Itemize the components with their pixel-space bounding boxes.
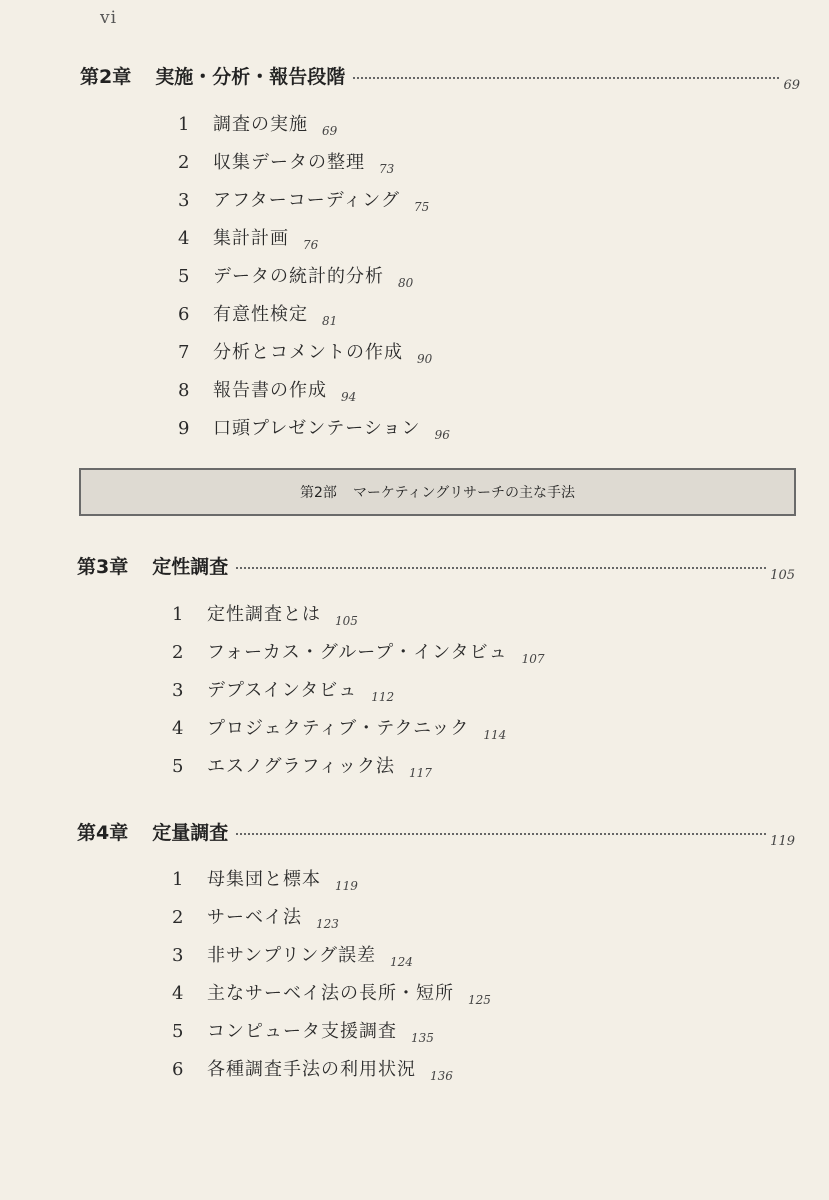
chapter-heading [80, 62, 800, 93]
section-number: 2 [178, 152, 190, 173]
section-page: 117 [409, 766, 432, 780]
chapter-title: 定性調査 [152, 556, 229, 578]
section-title: 有意性検定 [213, 304, 308, 325]
list-item [178, 376, 450, 414]
list-item [172, 903, 491, 941]
section-number: 3 [178, 190, 190, 211]
list-item [178, 110, 450, 148]
list-item [172, 600, 545, 638]
chapter-number: 第2章 [80, 66, 132, 88]
section-page: 125 [468, 993, 491, 1007]
section-number: 5 [178, 266, 190, 287]
chapter-heading [77, 552, 795, 583]
list-item [172, 865, 491, 903]
section-number: 4 [172, 718, 184, 739]
section-title: エスノグラフィック法 [207, 756, 396, 777]
section-number: 3 [172, 945, 184, 966]
section-title: 定性調査とは [207, 604, 321, 625]
list-item [172, 714, 545, 752]
section-page: 124 [390, 955, 413, 969]
list-item [172, 1055, 491, 1093]
section-title: 母集団と標本 [207, 869, 321, 890]
list-item [178, 186, 450, 224]
chapter-title: 定量調査 [152, 822, 229, 844]
list-item [172, 638, 545, 676]
section-page: 90 [417, 352, 433, 366]
section-page: 114 [483, 728, 507, 742]
section-number: 4 [172, 983, 184, 1004]
list-item [178, 300, 450, 338]
section-page: 76 [303, 238, 319, 252]
section-page: 73 [379, 162, 395, 176]
list-item [172, 1017, 491, 1055]
section-page: 75 [413, 200, 430, 214]
section-title: 集計計画 [213, 228, 289, 249]
leader-dots [236, 833, 766, 835]
section-title: 非サンプリング誤差 [207, 945, 377, 966]
chapter-heading [77, 818, 795, 849]
list-item [178, 224, 450, 262]
section-number: 2 [172, 642, 184, 663]
section-title: 主なサーベイ法の長所・短所 [207, 983, 454, 1004]
section-page: 94 [341, 390, 357, 404]
section-number: 6 [172, 1059, 184, 1080]
chapter-page: 119 [770, 834, 795, 849]
section-title: 各種調査手法の利用状況 [207, 1059, 416, 1080]
list-item [172, 941, 491, 979]
page-number: vi [100, 8, 118, 28]
section-title: フォーカス・グループ・インタビュ [207, 642, 508, 663]
leader-dots [353, 77, 779, 79]
part-title: マーケティングリサーチの主な手法 [352, 485, 575, 501]
section-title: 報告書の作成 [213, 380, 327, 401]
section-title: プロジェクティブ・テクニック [207, 718, 470, 739]
section-page: 123 [316, 917, 339, 931]
list-item [172, 979, 491, 1017]
section-list [172, 865, 491, 1093]
section-title: デプスインタビュ [207, 680, 358, 701]
section-number: 6 [178, 304, 190, 325]
section-number: 1 [172, 869, 184, 890]
list-item [178, 338, 450, 376]
section-page: 135 [411, 1031, 434, 1045]
leader-dots [236, 567, 766, 569]
section-number: 9 [178, 418, 190, 439]
section-page: 107 [521, 652, 545, 666]
chapter-page: 69 [783, 78, 800, 93]
section-number: 8 [178, 380, 190, 401]
list-item [172, 676, 545, 714]
section-page: 80 [398, 276, 414, 290]
section-number: 2 [172, 907, 184, 928]
section-number: 5 [172, 756, 184, 777]
section-number: 5 [172, 1021, 184, 1042]
section-title: 収集データの整理 [213, 152, 365, 173]
section-page: 96 [434, 428, 450, 442]
list-item [178, 148, 450, 186]
section-title: 調査の実施 [213, 114, 308, 135]
chapter-number: 第3章 [77, 556, 129, 578]
section-number: 4 [178, 228, 190, 249]
part-banner [79, 468, 796, 516]
section-page: 81 [322, 314, 338, 328]
section-list [178, 110, 450, 452]
section-number: 7 [178, 342, 190, 363]
chapter-title: 実施・分析・報告段階 [155, 66, 346, 88]
section-number: 1 [178, 114, 190, 135]
section-page: 112 [371, 690, 395, 704]
section-title: データの統計的分析 [213, 266, 384, 287]
section-number: 3 [172, 680, 184, 701]
section-page: 105 [335, 614, 358, 628]
section-title: 分析とコメントの作成 [213, 342, 403, 363]
section-page: 136 [430, 1069, 453, 1083]
section-number: 1 [172, 604, 184, 625]
chapter-number: 第4章 [77, 822, 129, 844]
section-title: アフターコーディング [213, 190, 400, 211]
section-page: 119 [335, 879, 358, 893]
section-page: 69 [322, 124, 338, 138]
section-list [172, 600, 545, 790]
list-item [172, 752, 545, 790]
chapter-page: 105 [770, 568, 795, 583]
list-item [178, 414, 450, 452]
section-title: コンピュータ支援調査 [207, 1021, 397, 1042]
section-title: 口頭プレゼンテーション [213, 418, 421, 439]
section-title: サーベイ法 [207, 907, 302, 928]
list-item [178, 262, 450, 300]
part-number: 第2部 [300, 485, 337, 501]
